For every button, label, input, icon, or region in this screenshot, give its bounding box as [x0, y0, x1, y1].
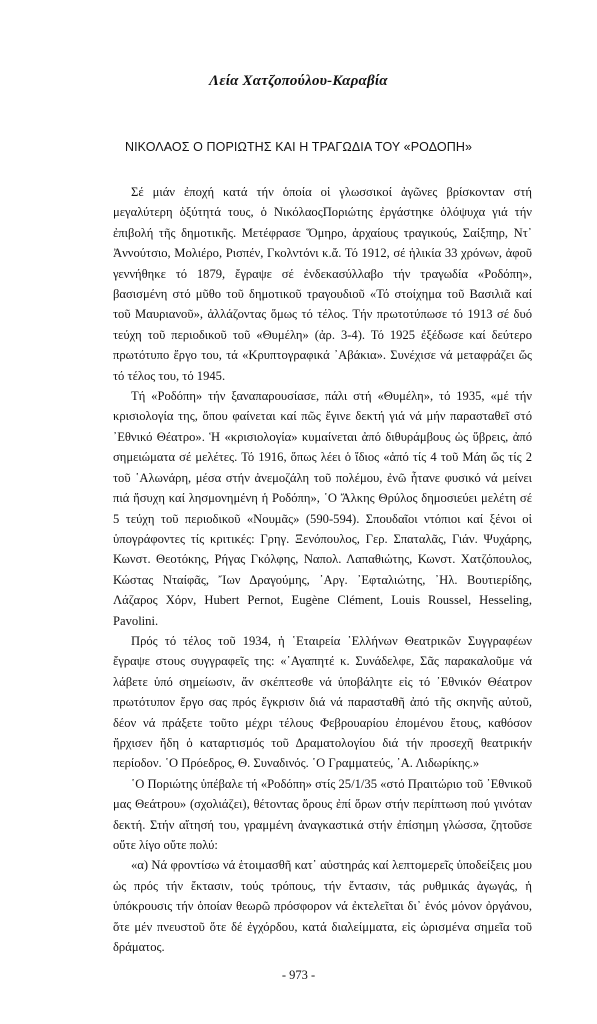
article-author: Λεία Χατζοπούλου-Καραβία: [209, 73, 388, 89]
page-number: - 973 -: [281, 968, 316, 982]
body-paragraph: Σέ μιάν ἐποχή κατά τήν ὁποία οἱ γλωσσικοί ἀγῶνες βρίσκονταν στή μεγαλύτερη ὀξύτητά τους, ὁ ΝικόλαοςΠοριώτης ἐργάστηκε ὁλόψυχα γιά τήν ἐπιβολή τῆς δημοτικῆς. Μετέφρασε Ὅμηρο, ἀρχαίους τραγικούς, Σαίξπηρ, Ντ᾽ Ἀννούτσιο, Μολιέρο, Ρισπέν, Γκολντόνι κ.ἄ. Τό 1912, σέ ἡλικία 33 χρόνων, ἀφοῦ γεννήθηκε τό 1879, ἔγραψε σέ ἐνδεκασύλλαβο τήν τραγωδία «Ροδόπη», βασισμένη στό μῦθο τοῦ δημοτικοῦ τραγουδιοῦ «Τό στοίχημα τοῦ Βασιλιᾶ καί τοῦ Μαυριανοῦ», ἀλλάζοντας ὅμως τό τέλος. Τήν πρωτοτύπωσε τό 1913 σέ δυό τεύχη τοῦ περιοδικοῦ τοῦ «Θυμέλη» (ἀρ. 3-4). Τό 1925 ἐξέδωσε καί δεύτερο πρωτότυπο ἔργο του, τά «Κρυπτογραφικά ᾽Αβάκια». Συνέχισε νά μεταφράζει ὥς τό τέλος του, τό 1945.: [113, 185, 532, 383]
body-paragraph: ῾Ο Ποριώτης ὑπέβαλε τή «Ροδόπη» στίς 25/1/35 «στό Πραιτώριο τοῦ ᾽Εθνικοῦ μας Θεάτρου» (σχολιάζει), θέτοντας ὅρους ἐπί ὅρων στήν περίπτωση πού γινόταν δεκτή. Στήν αἴτησή του, γραμμένη ἀναγκαστικά στήν ἐπίσημη γλώσσα, ζητοῦσε οὔτε λίγο οὔτε πολύ:: [113, 776, 532, 852]
article-title: ΝΙΚΟΛΑΟΣ Ο ΠΟΡΙΩΤΗΣ ΚΑΙ Η ΤΡΑΓΩΔΙΑ ΤΟΥ «ΡΟΔΟΠΗ»: [124, 140, 473, 154]
body-paragraph: «α) Νά φροντίσω νά ἑτοιμασθῆ κατ᾽ αὐστηράς καί λεπτομερεῖς ὑποδείξεις μου ὡς πρός τήν ἔκτασιν, τούς τρόπους, τήν ἔντασιν, τάς ρυθμικάς ἀγωγάς, ἡ ὑπόκρουσις τήν ὁποίαν θεωρῶ πρόσφορον νά ἐκτελεῖται δι᾽ ἑνός μόνον ὀργάνου, ὅτε μέν πνευστοῦ ὅτε δέ ἐγχόρδου, κατά διαλείμματα, εἰς ὡρισμένα σημεῖα τοῦ δράματος.: [113, 858, 532, 955]
body-paragraph: Πρός τό τέλος τοῦ 1934, ἡ ῾Εταιρεία ῾Ελλήνων Θεατρικῶν Συγγραφέων ἔγραψε στους συγγραφεῖς της: «᾽Αγαπητέ κ. Συνάδελφε, Σᾶς παρακαλοῦμε νά λάβετε ὑπό σημείωσιν, ἄν σκέπτεσθε νά ὑποβάλητε εἰς τό ᾽Εθνικόν Θέατρον πρωτότυπον ἔργο σας πρός ἔγκρισιν διά νά παρασταθῆ ἀπό τῆς σκηνῆς αὐτοῦ, δέον νά πράξετε τοῦτο μέχρι τέλους Φεβρουαρίου ἐπομένου ἔτους, καθόσον ἤρχισεν ἤδη ὁ καταρτισμός τοῦ Δραματολογίου διά τήν προσεχῆ θεατρικήν περίοδον. ῾Ο Πρόεδρος, Θ. Συναδινός. ῾Ο Γραμματεύς, ᾽Α. Λιδωρίκης.»: [113, 633, 532, 771]
body-paragraph: Τή «Ροδόπη» τήν ξαναπαρουσίασε, πάλι στή «Θυμέλη», τό 1935, «μέ τήν κρισιολογία της, ὅπου φαίνεται καί πῶς ἔγινε δεκτή γιά νά μήν παρασταθεῖ στό ᾽Εθνικό Θέατρο». Ἡ «κρισιολογία» κυμαίνεται ἀπό διθυράμβους ὡς ὕβρεις, ἀπό σημειώματα σέ μελέτες. Τό 1916, ὅπως λέει ὁ ἴδιος «ἀπό τίς 4 τοῦ Μάη ὥς τίς 2 τοῦ ῾Αλωνάρη, μέσα στήν ἀνεμοζάλη τοῦ πολέμου, ἐνῶ ἦτανε φυσικό νά μείνει πιά ἥσυχη καί λησμονημένη ἡ Ροδόπη», ῾Ο Ἄλκης Θρύλος δημοσιεύει μελέτη σέ 5 τεύχη τοῦ περιοδικοῦ «Νουμᾶς» (590-594). Σπουδαῖοι ντόπιοι καί ξένοι οἱ ὑπογράφοντες τίς κριτικές: Γρηγ. Ξενόπουλος, Γερ. Σπαταλᾶς, Γιάν. Ψυχάρης, Κωνστ. Θεοτόκης, Ρήγας Γκόλφης, Ναπολ. Λαπαθιώτης, Κωνστ. Χατζόπουλος, Κώστας Νταίφᾶς, Ἴων Δραγούμης, ᾽Αργ. ᾽Εφταλιώτης, ᾽Ηλ. Βουτιερίδης, Λάζαρος Χόρν, Hubert Pernot, Eugène Clément, Louis Roussel, Hesseling, Pavolini.: [113, 389, 532, 628]
article-body: [113, 182, 532, 957]
